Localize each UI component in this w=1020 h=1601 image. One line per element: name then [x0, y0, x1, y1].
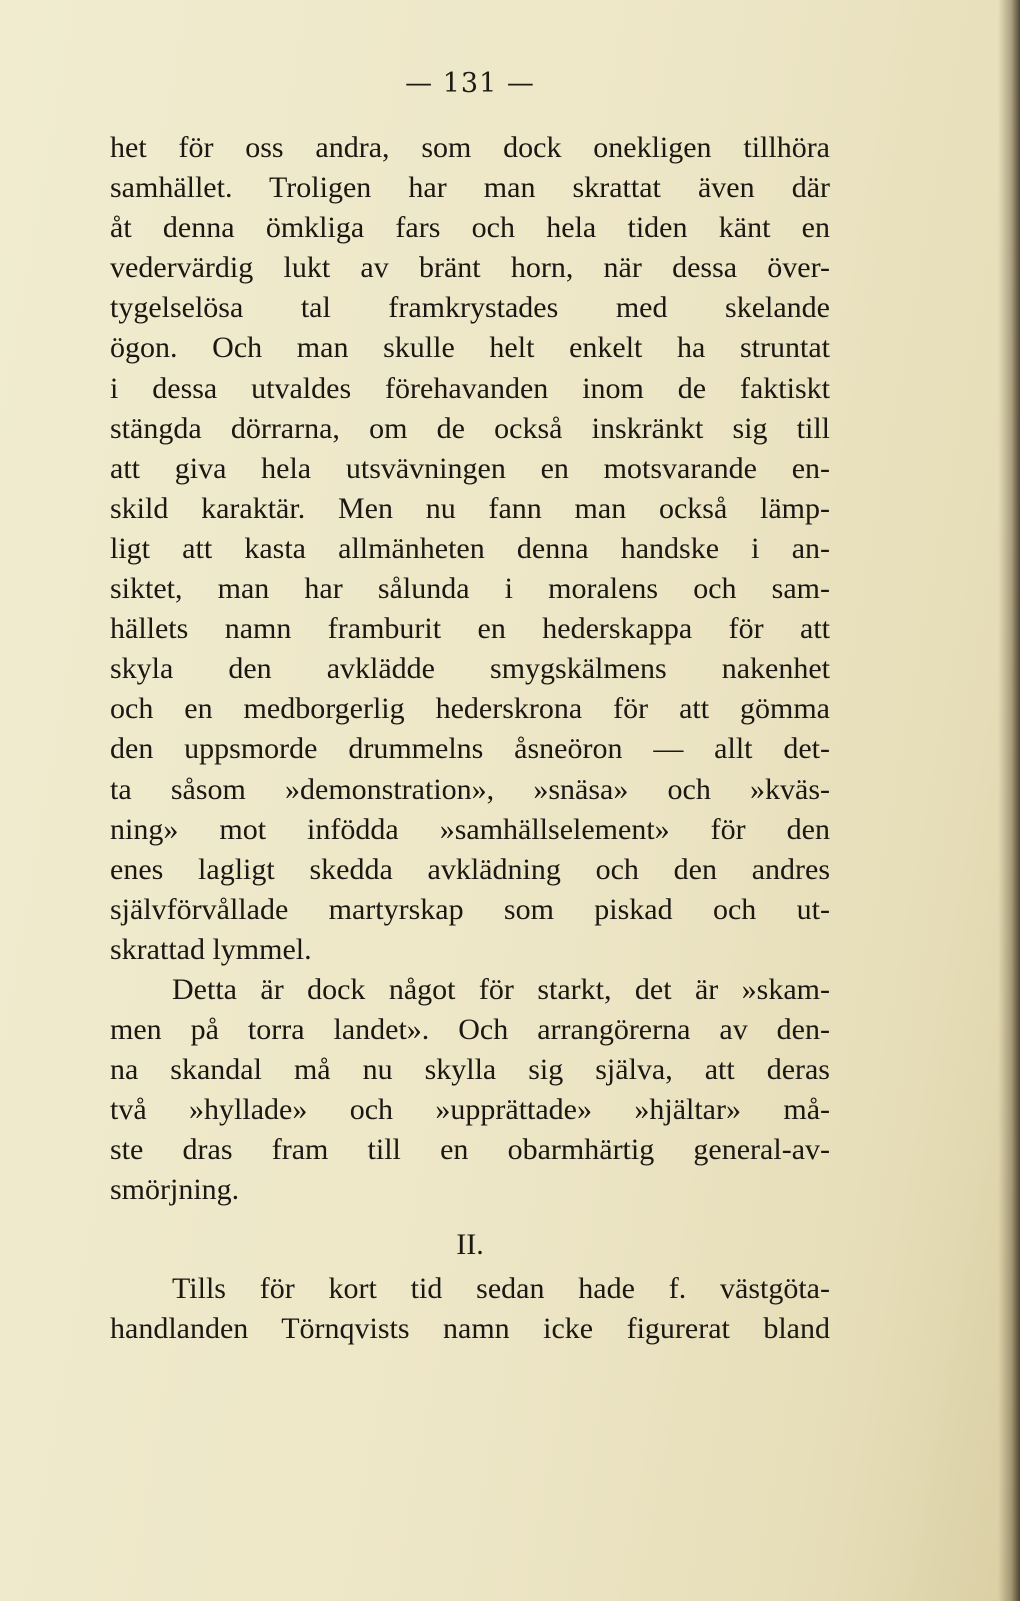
text-line: ögon. Och man skulle helt enkelt ha struntat [110, 331, 830, 365]
text-line: smörjning. [110, 1173, 240, 1207]
paragraph-2 [110, 970, 830, 1211]
text-line: handlanden Törnqvists namn icke figurerat bland [110, 1311, 830, 1345]
text-line: två »hyllade» och »upprättade» »hjältar» må- [110, 1093, 830, 1127]
text-line: vedervärdig lukt av bränt horn, när dessa över- [110, 251, 830, 285]
paragraph-3 [110, 1269, 830, 1349]
text-line: tygelselösa tal framkrystades med skelande [110, 291, 830, 325]
text-line: ta såsom »demonstration», »snäsa» och »kväs- [110, 772, 830, 806]
text-line: och en medborgerlig hederskrona för att gömma [110, 692, 830, 726]
section-heading: II. [456, 1227, 484, 1261]
text-line: hällets namn framburit en hederskappa för att [110, 612, 830, 646]
paragraph-1 [110, 128, 830, 970]
text-line: siktet, man har sålunda i moralens och sam- [110, 572, 830, 606]
text-line: stängda dörrarna, om de också inskränkt sig till [110, 411, 830, 445]
text-line: Tills för kort tid sedan hade f. västgöta- [172, 1271, 830, 1305]
text-line: Detta är dock något för starkt, det är »skam- [172, 972, 830, 1006]
text-line: åt denna ömkliga fars och hela tiden känt en [110, 211, 830, 245]
text-line: att giva hela utsvävningen en motsvarande en- [110, 451, 830, 485]
text-line: enes lagligt skedda avklädning och den andres [110, 852, 830, 886]
text-line: samhället. Troligen har man skrattat även där [110, 171, 830, 205]
text-line: den uppsmorde drummelns åsneöron — allt det- [110, 732, 830, 766]
text-line: skild karaktär. Men nu fann man också lämp- [110, 491, 830, 525]
body-text [110, 128, 830, 1349]
text-line: i dessa utvaldes förehavanden inom de faktiskt [110, 371, 830, 405]
text-line: ste dras fram till en obarmhärtig general-av- [110, 1133, 830, 1167]
text-line: men på torra landet». Och arrangörerna av den- [110, 1013, 830, 1047]
text-line: skyla den avklädde smygskälmens nakenhet [110, 652, 830, 686]
text-line: het för oss andra, som dock onekligen tillhöra [110, 131, 830, 164]
page-number: — 131 — [405, 68, 535, 99]
text-line: självförvållade martyrskap som piskad och ut- [110, 892, 830, 926]
text-line: ligt att kasta allmänheten denna handske i an- [110, 531, 830, 565]
text-line: skrattad lymmel. [110, 932, 312, 966]
text-line: na skandal må nu skylla sig själva, att deras [110, 1053, 830, 1087]
page-edge-shadow [998, 0, 1020, 1601]
text-line: ning» mot infödda »samhällselement» för den [110, 812, 830, 846]
